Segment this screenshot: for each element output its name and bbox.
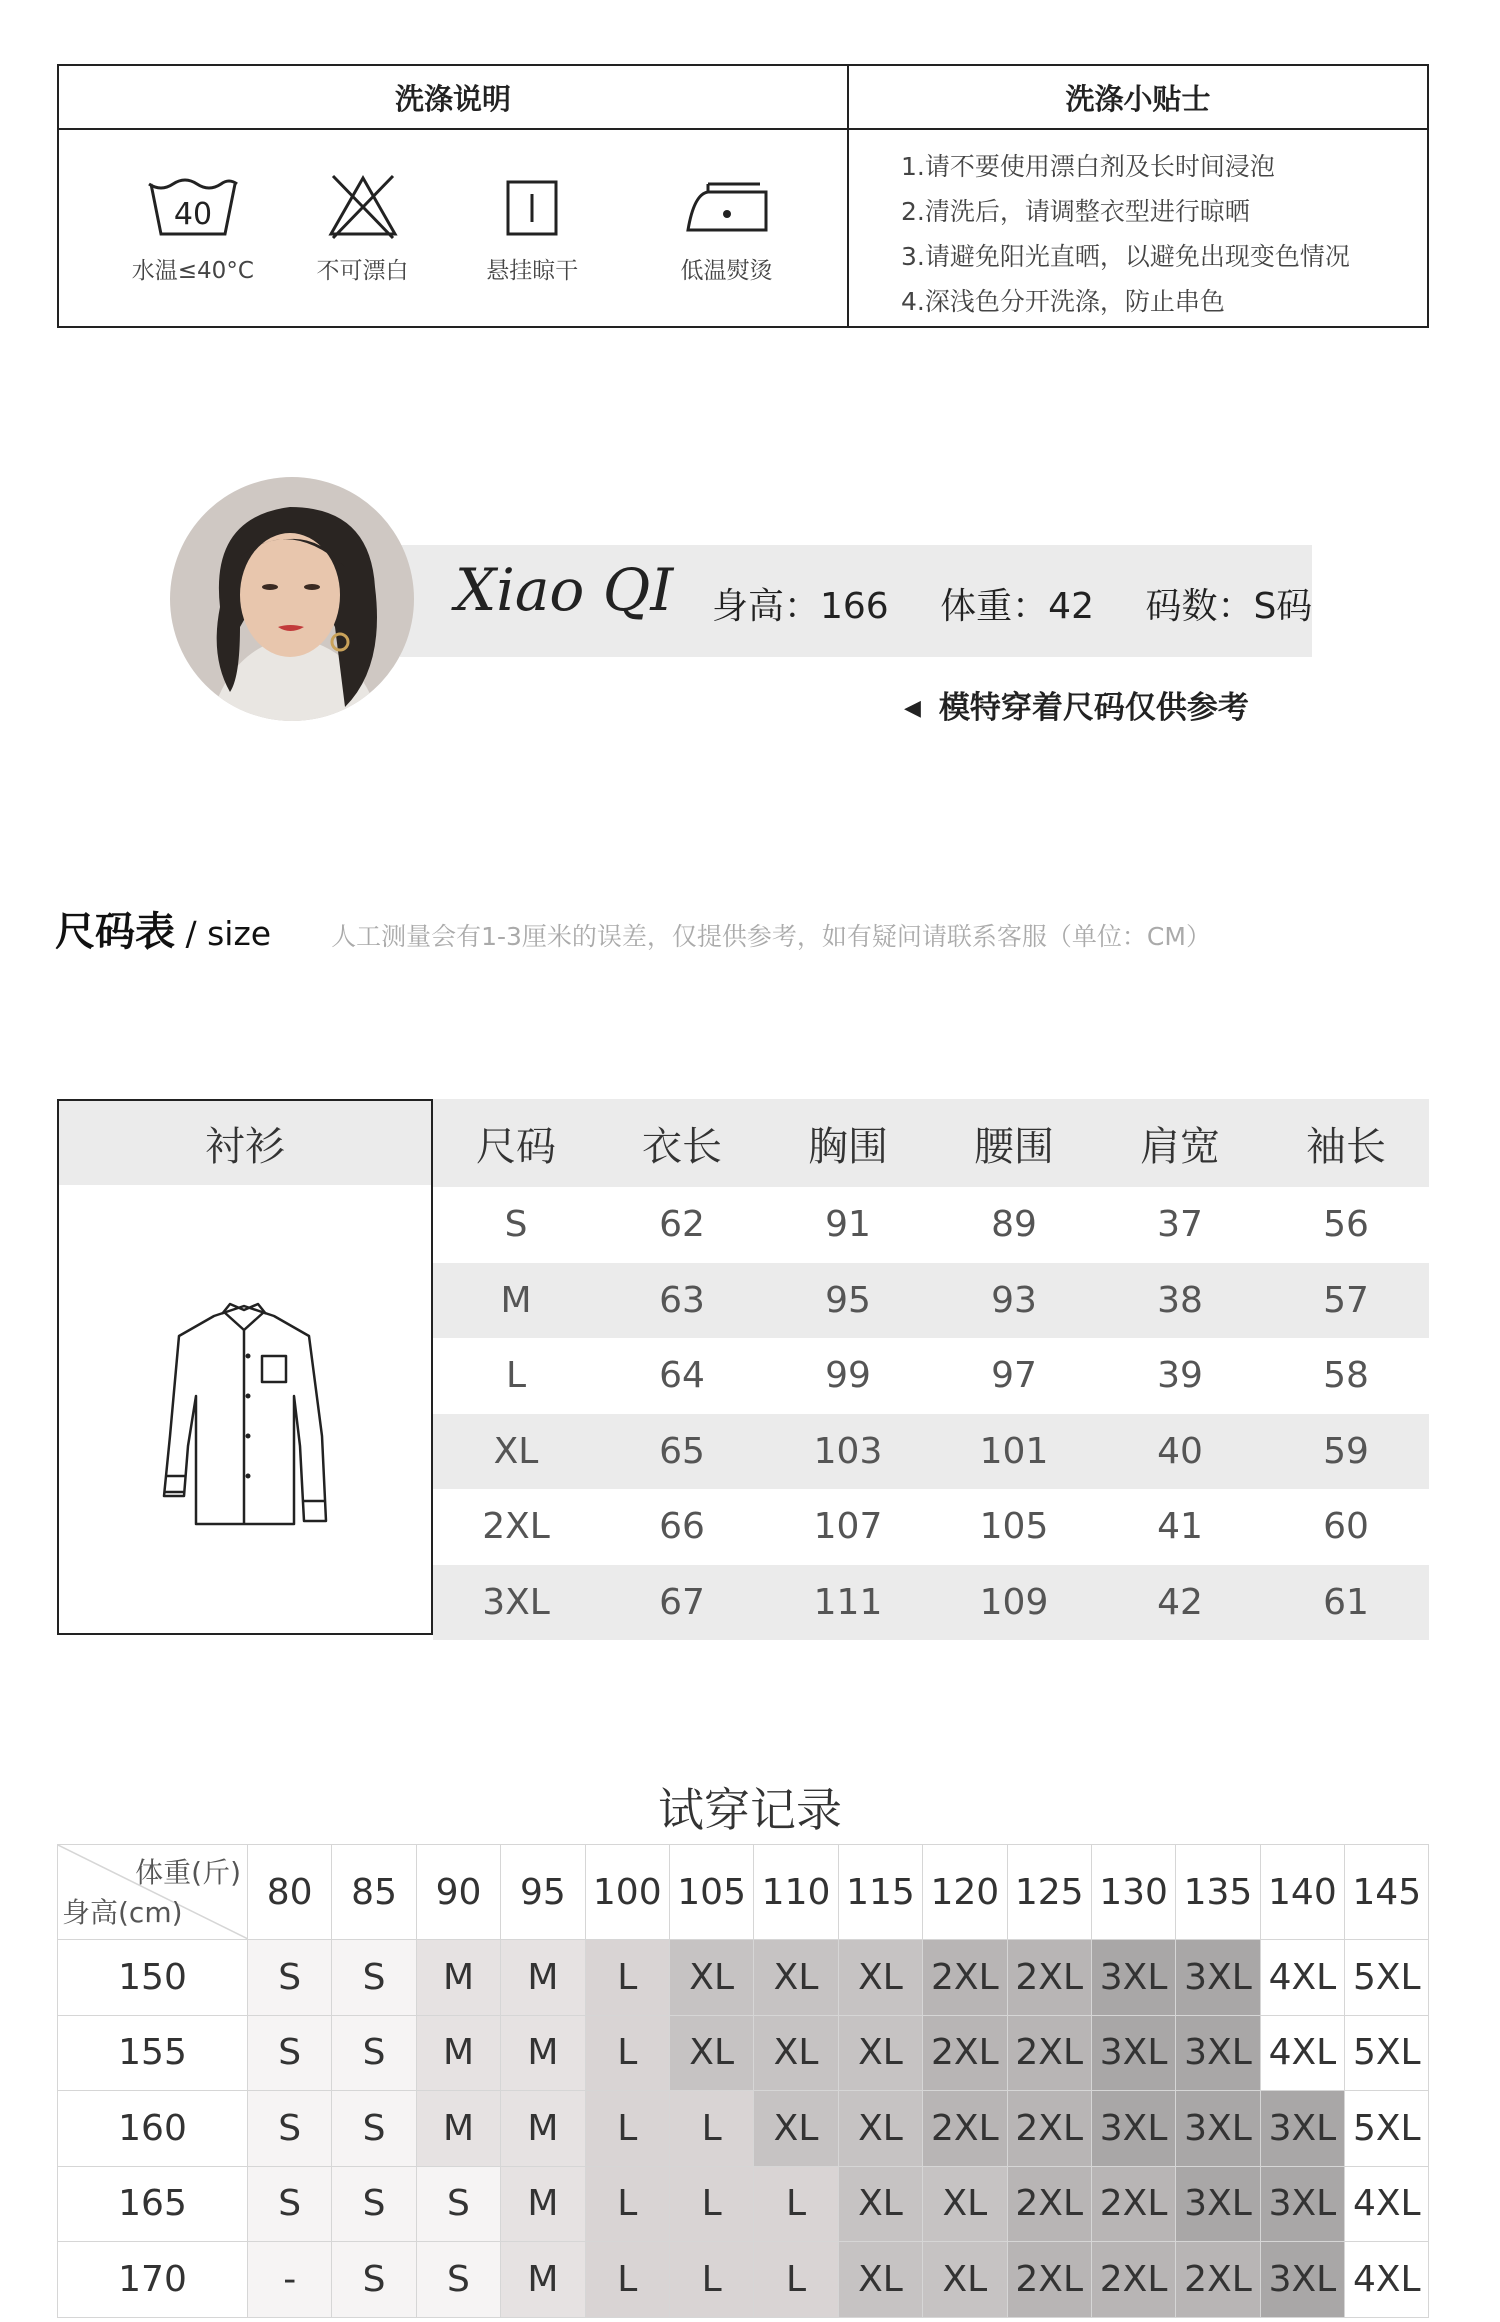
size-table-header bbox=[433, 1099, 1429, 1187]
washing-tips bbox=[849, 66, 1427, 326]
size-cell: 95 bbox=[765, 1263, 931, 1339]
tryon-size-cell: S bbox=[416, 2166, 500, 2242]
size-cell: 107 bbox=[813, 1506, 883, 1548]
tryon-size-cell: S bbox=[248, 2166, 332, 2242]
size-cell: 62 bbox=[659, 1204, 705, 1246]
size-cell: 93 bbox=[931, 1263, 1097, 1339]
tryon-size-cell: S bbox=[332, 2242, 416, 2318]
size-chart-title bbox=[55, 900, 1211, 957]
header-cell: 肩宽 bbox=[1097, 1099, 1263, 1187]
tryon-size-cell: S bbox=[248, 2015, 332, 2091]
tryon-row bbox=[58, 2091, 1429, 2167]
care-item-no-bleach bbox=[289, 172, 437, 285]
tryon-size-cell: XL bbox=[838, 2091, 922, 2167]
tryon-size-cell: S bbox=[332, 2166, 416, 2242]
care-label: 悬挂晾干 bbox=[486, 257, 579, 284]
size-row bbox=[433, 1338, 1429, 1414]
height-cell: 170 bbox=[58, 2242, 248, 2318]
tryon-size-cell: XL bbox=[754, 2015, 838, 2091]
washing-panel bbox=[57, 64, 1429, 328]
tryon-size-cell: XL bbox=[838, 2242, 922, 2318]
model-weight: 体重：42 bbox=[940, 586, 1094, 627]
size-cell: 101 bbox=[931, 1414, 1097, 1490]
size-cell: 39 bbox=[1157, 1355, 1203, 1397]
tryon-size-cell: 3XL bbox=[1091, 2015, 1175, 2091]
size-cell: XL bbox=[433, 1414, 599, 1490]
tryon-row bbox=[58, 2015, 1429, 2091]
size-cell: 38 bbox=[1097, 1263, 1263, 1339]
size-cell: 57 bbox=[1263, 1263, 1429, 1339]
care-label: 水温≤40°C bbox=[131, 257, 254, 284]
weight-header-cell: 100 bbox=[585, 1845, 669, 1940]
size-chart bbox=[57, 1099, 1429, 1635]
tryon-size-cell: XL bbox=[754, 1940, 838, 2016]
wash-temp-number: 40 bbox=[173, 196, 212, 232]
size-cell: 61 bbox=[1263, 1565, 1429, 1641]
tryon-table bbox=[57, 1844, 1429, 2318]
size-cell: 105 bbox=[979, 1506, 1049, 1548]
left-arrow-icon: ◀ bbox=[904, 696, 921, 721]
size-row bbox=[433, 1187, 1429, 1263]
tryon-size-cell: 3XL bbox=[1260, 2242, 1344, 2318]
tryon-size-cell: XL bbox=[923, 2166, 1007, 2242]
size-cell: 2XL bbox=[482, 1506, 550, 1548]
header-cell: 腰围 bbox=[931, 1099, 1097, 1187]
height-cell: 165 bbox=[58, 2166, 248, 2242]
tryon-size-cell: XL bbox=[838, 1940, 922, 2016]
header-cell: 胸围 bbox=[765, 1099, 931, 1187]
size-row bbox=[433, 1263, 1429, 1339]
tryon-size-cell: XL bbox=[923, 2242, 1007, 2318]
size-cell: 3XL bbox=[433, 1565, 599, 1641]
size-table bbox=[433, 1099, 1429, 1640]
height-cell: 150 bbox=[58, 1940, 248, 2016]
tryon-size-cell: 3XL bbox=[1176, 2091, 1260, 2167]
size-cell: 97 bbox=[991, 1355, 1037, 1397]
size-cell: 99 bbox=[825, 1355, 871, 1397]
tryon-size-cell: XL bbox=[669, 2015, 753, 2091]
size-cell: L bbox=[505, 1355, 527, 1397]
model-stats bbox=[712, 578, 1352, 629]
size-cell: 111 bbox=[765, 1565, 931, 1641]
tryon-row bbox=[58, 2242, 1429, 2318]
size-cell: 65 bbox=[599, 1414, 765, 1490]
tryon-size-cell: L bbox=[754, 2166, 838, 2242]
tryon-size-cell: XL bbox=[669, 1940, 753, 2016]
height-cell: 160 bbox=[58, 2091, 248, 2167]
model-signature: Xiao QI bbox=[455, 556, 674, 624]
tryon-size-cell: L bbox=[754, 2242, 838, 2318]
weight-header-cell: 130 bbox=[1091, 1845, 1175, 1940]
tryon-size-cell: M bbox=[501, 2091, 585, 2167]
size-cell: 37 bbox=[1157, 1204, 1203, 1246]
size-cell: 103 bbox=[765, 1414, 931, 1490]
tryon-size-cell: 4XL bbox=[1260, 2015, 1344, 2091]
model-avatar bbox=[170, 477, 414, 721]
tryon-size-cell: 5XL bbox=[1345, 1940, 1429, 2016]
tryon-size-cell: 4XL bbox=[1345, 2166, 1429, 2242]
tryon-size-cell: S bbox=[248, 2091, 332, 2167]
tryon-size-cell: M bbox=[501, 2015, 585, 2091]
washing-instructions bbox=[59, 66, 849, 326]
size-cell: 67 bbox=[599, 1565, 765, 1641]
model-note bbox=[904, 682, 1249, 727]
tryon-size-cell: 3XL bbox=[1260, 2091, 1344, 2167]
tryon-row bbox=[58, 2166, 1429, 2242]
weight-header-cell: 90 bbox=[416, 1845, 500, 1940]
washing-title: 洗涤说明 bbox=[59, 66, 847, 130]
size-cell: 42 bbox=[1097, 1565, 1263, 1641]
weight-header-cell: 115 bbox=[838, 1845, 922, 1940]
size-cell: M bbox=[433, 1263, 599, 1339]
size-chart-subtitle: 人工测量会有1-3厘米的误差，仅提供参考，如有疑问请联系客服（单位：CM） bbox=[331, 922, 1211, 951]
tryon-size-cell: 2XL bbox=[1091, 2166, 1175, 2242]
tryon-size-cell: 2XL bbox=[923, 2015, 1007, 2091]
wash-40-icon bbox=[145, 172, 241, 242]
tryon-size-cell: 3XL bbox=[1176, 1940, 1260, 2016]
model-note-text: 模特穿着尺码仅供参考 bbox=[938, 690, 1249, 726]
size-row bbox=[433, 1565, 1429, 1641]
weight-header-cell: 95 bbox=[501, 1845, 585, 1940]
tryon-size-cell: L bbox=[585, 2242, 669, 2318]
tryon-size-cell: XL bbox=[754, 2091, 838, 2167]
tryon-title: 试穿记录 bbox=[658, 1783, 842, 1837]
tryon-size-cell: M bbox=[416, 2015, 500, 2091]
size-cell: 91 bbox=[825, 1204, 871, 1246]
weight-header-cell: 120 bbox=[923, 1845, 1007, 1940]
tryon-size-cell: L bbox=[585, 1940, 669, 2016]
size-cell: 109 bbox=[931, 1565, 1097, 1641]
height-cell: 155 bbox=[58, 2015, 248, 2091]
tryon-size-cell: 2XL bbox=[1007, 1940, 1091, 2016]
height-axis-label: 身高(cm) bbox=[62, 1896, 183, 1929]
shirt-icon bbox=[144, 1296, 344, 1536]
care-icons bbox=[59, 130, 847, 326]
care-item-hang-dry bbox=[458, 172, 606, 285]
tryon-size-cell: 4XL bbox=[1260, 1940, 1344, 2016]
weight-header-cell: 105 bbox=[669, 1845, 753, 1940]
weight-header-cell: 125 bbox=[1007, 1845, 1091, 1940]
weight-header-cell: 110 bbox=[754, 1845, 838, 1940]
header-cell: 袖长 bbox=[1263, 1099, 1429, 1187]
size-cell: 58 bbox=[1323, 1355, 1369, 1397]
tryon-size-cell: 2XL bbox=[1176, 2242, 1260, 2318]
tryon-size-cell: 3XL bbox=[1176, 2166, 1260, 2242]
tryon-size-cell: M bbox=[501, 1940, 585, 2016]
weight-header-cell: 135 bbox=[1176, 1845, 1260, 1940]
tryon-size-cell: S bbox=[416, 2242, 500, 2318]
size-cell: S bbox=[504, 1204, 528, 1246]
garment-name: 衬衫 bbox=[59, 1101, 431, 1185]
size-row bbox=[433, 1489, 1429, 1565]
tryon-size-cell: 2XL bbox=[1007, 2091, 1091, 2167]
tryon-size-cell: L bbox=[585, 2091, 669, 2167]
tryon-size-cell: XL bbox=[838, 2166, 922, 2242]
tryon-size-cell: S bbox=[332, 1940, 416, 2016]
size-cell: 60 bbox=[1323, 1506, 1369, 1548]
care-item-iron bbox=[628, 172, 825, 285]
tryon-size-cell: L bbox=[585, 2166, 669, 2242]
tryon-size-cell: 2XL bbox=[923, 1940, 1007, 2016]
header-cell: 衣长 bbox=[599, 1099, 765, 1187]
size-row bbox=[433, 1414, 1429, 1490]
size-cell: 40 bbox=[1097, 1414, 1263, 1490]
tryon-size-cell: XL bbox=[838, 2015, 922, 2091]
no-bleach-icon bbox=[323, 172, 403, 242]
tryon-header-row bbox=[58, 1845, 1429, 1940]
weight-header-cell: 140 bbox=[1260, 1845, 1344, 1940]
care-label: 不可漂白 bbox=[316, 257, 409, 284]
hang-dry-icon bbox=[502, 172, 562, 242]
tryon-size-cell: L bbox=[669, 2091, 753, 2167]
tryon-corner-cell bbox=[58, 1845, 248, 1940]
size-cell: 41 bbox=[1157, 1506, 1203, 1548]
size-cell: 89 bbox=[991, 1204, 1037, 1246]
tryon-size-cell: L bbox=[669, 2242, 753, 2318]
tryon-size-cell: 2XL bbox=[923, 2091, 1007, 2167]
tryon-size-cell: 2XL bbox=[1007, 2015, 1091, 2091]
tip-item: 2.清洗后，请调整衣型进行晾晒 bbox=[901, 197, 1250, 226]
tryon-size-cell: 4XL bbox=[1345, 2242, 1429, 2318]
garment-panel bbox=[57, 1099, 433, 1635]
tryon-row bbox=[58, 1940, 1429, 2016]
tryon-size-cell: L bbox=[669, 2166, 753, 2242]
tryon-size-cell: M bbox=[501, 2166, 585, 2242]
tryon-size-cell: S bbox=[248, 1940, 332, 2016]
tryon-size-cell: - bbox=[248, 2242, 332, 2318]
tryon-size-cell: 3XL bbox=[1260, 2166, 1344, 2242]
size-cell: 56 bbox=[1323, 1204, 1369, 1246]
low-iron-icon bbox=[682, 172, 772, 242]
weight-header-cell: 80 bbox=[248, 1845, 332, 1940]
tip-item: 3.请避免阳光直晒，以避免出现变色情况 bbox=[901, 242, 1350, 271]
header-cell: 尺码 bbox=[433, 1099, 599, 1187]
weight-header-cell: 85 bbox=[332, 1845, 416, 1940]
tips-title: 洗涤小贴士 bbox=[849, 66, 1427, 130]
tryon-size-cell: 5XL bbox=[1345, 2015, 1429, 2091]
care-label: 低温熨烫 bbox=[680, 257, 773, 284]
tryon-size-cell: 3XL bbox=[1176, 2015, 1260, 2091]
tryon-size-cell: S bbox=[332, 2015, 416, 2091]
tryon-size-cell: L bbox=[585, 2015, 669, 2091]
size-title-zh: 尺码表 bbox=[55, 909, 175, 955]
tryon-size-cell: 5XL bbox=[1345, 2091, 1429, 2167]
model-size: 码数：S码 bbox=[1145, 586, 1313, 627]
tryon-size-cell: 2XL bbox=[1007, 2242, 1091, 2318]
weight-axis-label: 体重(斤) bbox=[135, 1856, 241, 1889]
tryon-size-cell: M bbox=[416, 2091, 500, 2167]
tryon-size-cell: M bbox=[416, 1940, 500, 2016]
size-cell: 59 bbox=[1263, 1414, 1429, 1490]
size-cell: 66 bbox=[659, 1506, 705, 1548]
tip-item: 4.深浅色分开洗涤，防止串色 bbox=[901, 287, 1225, 316]
tryon-size-cell: 2XL bbox=[1007, 2166, 1091, 2242]
tips-list bbox=[849, 130, 1427, 326]
tip-item: 1.请不要使用漂白剂及长时间浸泡 bbox=[901, 152, 1275, 181]
tryon-size-cell: 3XL bbox=[1091, 2091, 1175, 2167]
weight-header-cell: 145 bbox=[1345, 1845, 1429, 1940]
tryon-size-cell: M bbox=[501, 2242, 585, 2318]
tryon-size-cell: 2XL bbox=[1091, 2242, 1175, 2318]
tryon-size-cell: S bbox=[332, 2091, 416, 2167]
care-item-wash bbox=[119, 172, 267, 285]
tryon-size-cell: 3XL bbox=[1091, 1940, 1175, 2016]
size-title-en: / size bbox=[175, 914, 272, 953]
size-cell: 63 bbox=[599, 1263, 765, 1339]
model-height: 身高：166 bbox=[712, 586, 889, 627]
size-cell: 64 bbox=[659, 1355, 705, 1397]
